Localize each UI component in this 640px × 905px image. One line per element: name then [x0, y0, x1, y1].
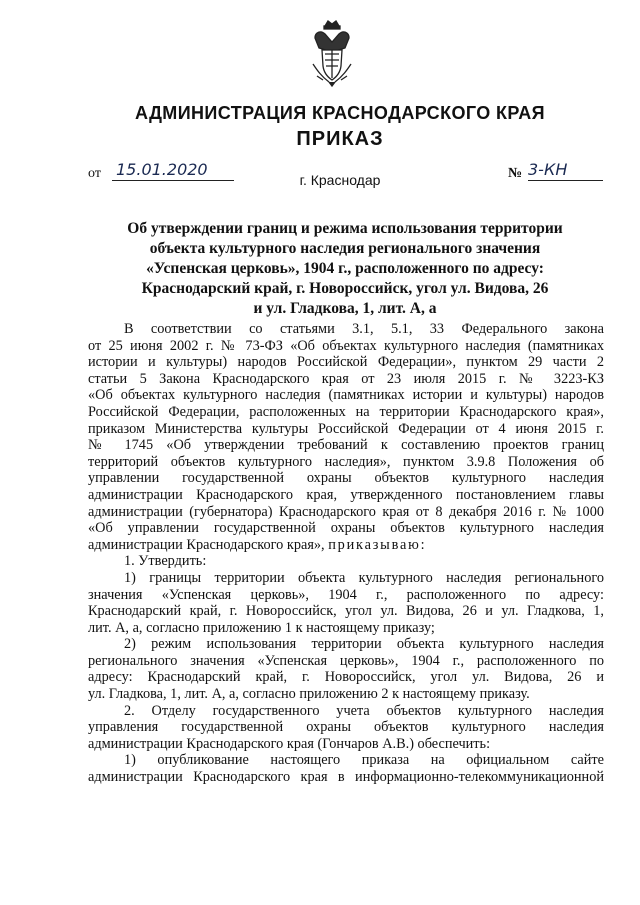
text-line: ул. Гладкова, 1, лит. А, а, согласно приложению 2 к настоящему приказу. [88, 686, 530, 703]
spaced-order-word: приказываю: [328, 536, 427, 553]
document-type-title: ПРИКАЗ [296, 128, 384, 150]
text-line: статьи 5 Закона Краснодарского края от 23 июля 2015 г. № 3223-КЗ [88, 370, 604, 387]
item-2-1-paragraph [88, 752, 604, 785]
text-line: Российской Федерации, расположенных на территории Краснодарского края», [88, 403, 604, 420]
text-line: регионального значения «Успенская церковь», 1904 г., расположенного по [88, 652, 604, 669]
text-line: управления государственной охраны объектов культурного наследия [88, 719, 604, 736]
subject-line: Краснодарский край, г. Новороссийск, угол ул. Видова, 26 [141, 280, 549, 297]
text-line: лит. А, а, согласно приложению 1 к настоящему приказу; [88, 619, 435, 636]
subject-line: и ул. Гладкова, 1, лит. А, а [253, 300, 437, 317]
order-subject [120, 219, 570, 319]
text-line: администрации (губернатора) Краснодарского края от 8 декабря 2016 г. № 1000 [88, 503, 604, 520]
subject-line: «Успенская церковь», 1904 г., расположенного по адресу: [146, 260, 544, 277]
item-1-paragraph [88, 553, 604, 570]
text-line: 1. Утвердить: [124, 553, 207, 570]
subject-line: объекта культурного наследия регионального значения [149, 240, 541, 257]
text-line: № 1745 «Об утверждении требований к составлению проектов границ [88, 437, 604, 454]
text-line: «Об управлении государственной охраны объектов культурного наследия [88, 520, 604, 537]
text-line: управлении государственной охраны объектов культурного наследия [88, 470, 604, 487]
text-line: 1) опубликование настоящего приказа на официальном сайте [124, 752, 604, 769]
number-sign: № [508, 166, 523, 181]
text-line: администрации Краснодарского края в информационно-телекоммуникационной [88, 769, 604, 786]
text-line: администрации Краснодарского края, утвержденного постановлением главы [88, 486, 604, 503]
krasnodar-coat-of-arms-icon [307, 18, 357, 88]
handwritten-date: 15.01.2020 [112, 160, 234, 181]
handwritten-number: 3-КН [528, 160, 603, 181]
preamble-paragraph [88, 321, 604, 553]
item-2-paragraph [88, 703, 604, 753]
text-line: от 25 июня 2002 г. № 73-ФЗ «Об объектах культурного наследия (памятниках [88, 337, 604, 354]
order-body [88, 321, 604, 786]
text-line: В соответствии со статьями 3.1, 5.1, 33 Федерального закона [124, 321, 604, 337]
item-1-2-paragraph [88, 636, 604, 702]
text-line: 2) режим использования территории объекта культурного наследия [124, 636, 604, 653]
text-line: приказом Министерства культуры Российской Федерации от 4 июня 2015 г. [88, 420, 604, 437]
text-line: администрации Краснодарского края (Гончаров А.В.) обеспечить: [88, 735, 491, 752]
organization-title: АДМИНИСТРАЦИЯ КРАСНОДАРСКОГО КРАЯ [135, 103, 545, 123]
text-line: значения «Успенская церковь», 1904 г., расположенного по адресу: [88, 586, 604, 603]
text-line: «Об объектах культурного наследия (памятниках истории и культуры) народов [88, 387, 604, 404]
text-line: территорий объектов культурного наследия», пунктом 3.9.8 Положения об [88, 453, 604, 470]
city-label: г. Краснодар [299, 172, 381, 188]
text-line: адресу: Краснодарский край, г. Новороссийск, угол ул. Видова, 26 и [88, 669, 604, 686]
item-1-1-paragraph [88, 570, 604, 636]
text-line: Краснодарский край, г. Новороссийск, угол ул. Видова, 26 и ул. Гладкова, 1, [88, 603, 604, 620]
date-prefix: от [88, 166, 101, 181]
subject-line: Об утверждении границ и режима использования территории [127, 220, 563, 237]
text-line: истории и культуры) народов Российской Федерации», пунктом 29 части 2 [88, 354, 604, 371]
text-line [88, 537, 604, 554]
text-fragment: администрации Краснодарского края», [88, 536, 325, 553]
text-line: 1) границы территории объекта культурного наследия регионального [124, 569, 604, 586]
text-line: 2. Отделу государственного учета объектов культурного наследия [124, 702, 604, 719]
